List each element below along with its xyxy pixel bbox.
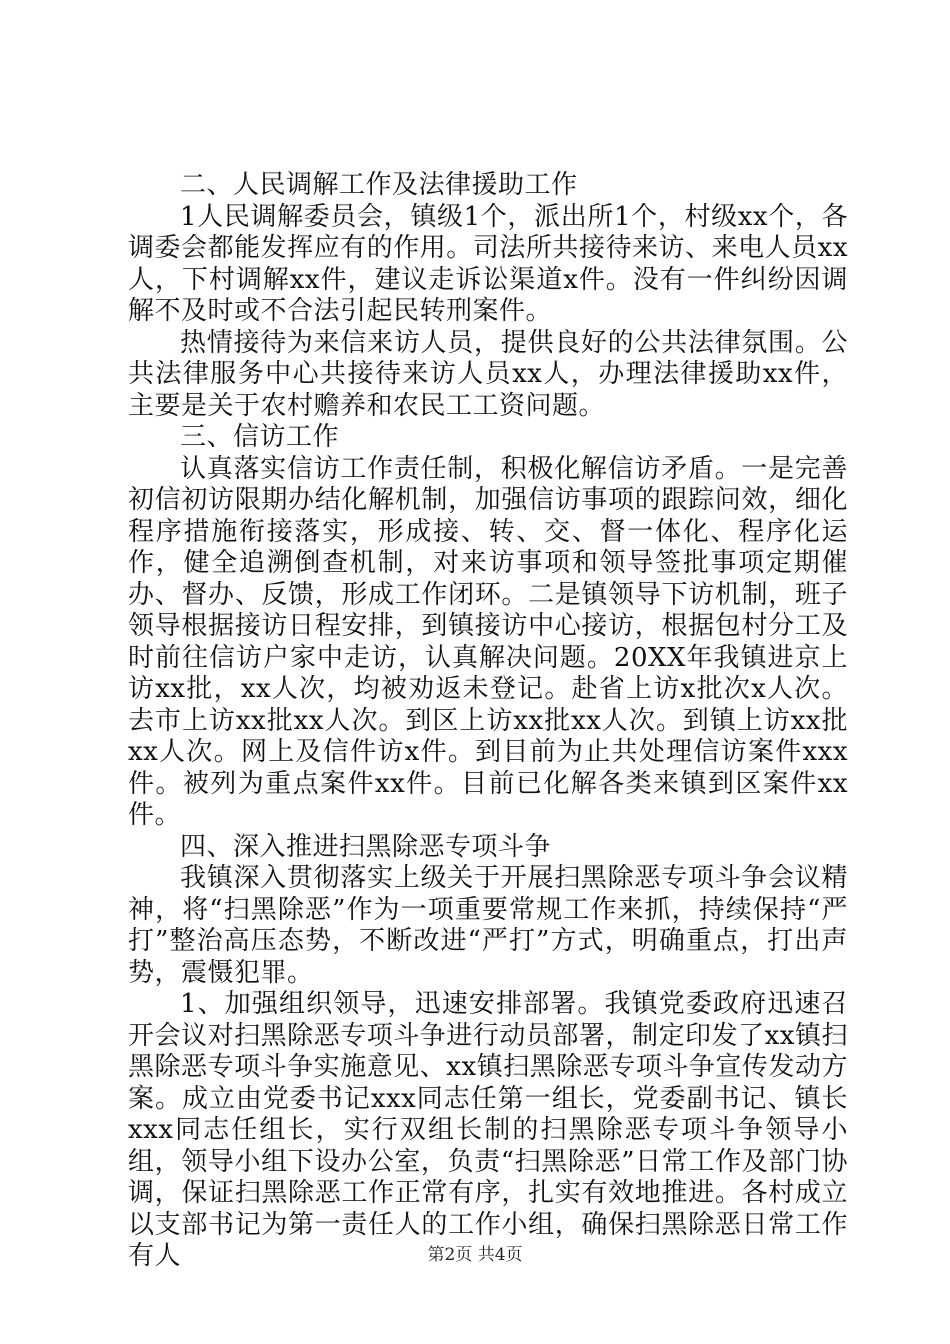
section-heading-mediation: 二、人民调解工作及法律援助工作 [180,170,578,200]
document-body [128,170,848,1273]
paragraph-anti-crime-intro: 我镇深入贯彻落实上级关于开展扫黑除恶专项斗争会议精神，将“扫黑除恶”作为一项重要常规工作来抓，持续保持“严打”整治高压态势，不断改进“严打”方式，明确重点，打出声势，震慑犯罪。 [128,863,848,988]
page-number-footer: 第2页 共4页 [427,1245,523,1265]
section-heading-anti-crime: 四、深入推进扫黑除恶专项斗争 [180,831,552,862]
paragraph-mediation-committees: 1人民调解委员会，镇级1个，派出所1个，村级xx个，各调委会都能发挥应有的作用。司法所共接待来访、来电人员xx人，下村调解xx件，建议走诉讼渠道x件。没有一件纠纷因调解不及时或不合法引起民转刑案件。 [128,201,848,326]
paragraph-legal-aid: 热情接待为来信来访人员，提供良好的公共法律氛围。公共法律服务中心共接待来访人员xx人，办理法律援助xx件，主要是关于农村赡养和农民工工资问题。 [128,327,848,421]
section-heading-petitions: 三、信访工作 [180,422,340,452]
paragraph-petitions: 认真落实信访工作责任制，积极化解信访矛盾。一是完善初信初访限期办结化解机制，加强信访事项的跟踪问效，细化程序措施衔接落实，形成接、转、交、督一体化、程序化运作，健全追溯倒查机制，对来访事项和领导签批事项定期催办、督办、反馈，形成工作闭环。二是镇领导下访机制，班子领导根据接访日程安排，到镇接访中心接访，根据包村分工及时前往信访户家中走访，认真解决问题。20XX年我镇进京上访xx批，xx人次，均被劝返未登记。赴省上访x批次x人次。去市上访xx批xx人次。到区上访xx批xx人次。到镇上访xx批xx人次。网上及信件访x件。到目前为止共处理信访案件xxx件。被列为重点案件xx件。目前已化解各类来镇到区案件xx件。 [128,453,848,830]
paragraph-anti-crime-organization: 1、加强组织领导，迅速安排部署。我镇党委政府迅速召开会议对扫黑除恶专项斗争进行动员部署，制定印发了xx镇扫黑除恶专项斗争实施意见、xx镇扫黑除恶专项斗争宣传发动方案。成立由党委书记xxx同志任第一组长，党委副书记、镇长xxx同志任组长，实行双组长制的扫黑除恶专项斗争领导小组，领导小组下设办公室，负责“扫黑除恶”日常工作及部门协调，保证扫黑除恶工作正常有序，扎实有效地推进。各村成立以支部书记为第一责任人的工作小组，确保扫黑除恶日常工作有人 [128,989,848,1271]
